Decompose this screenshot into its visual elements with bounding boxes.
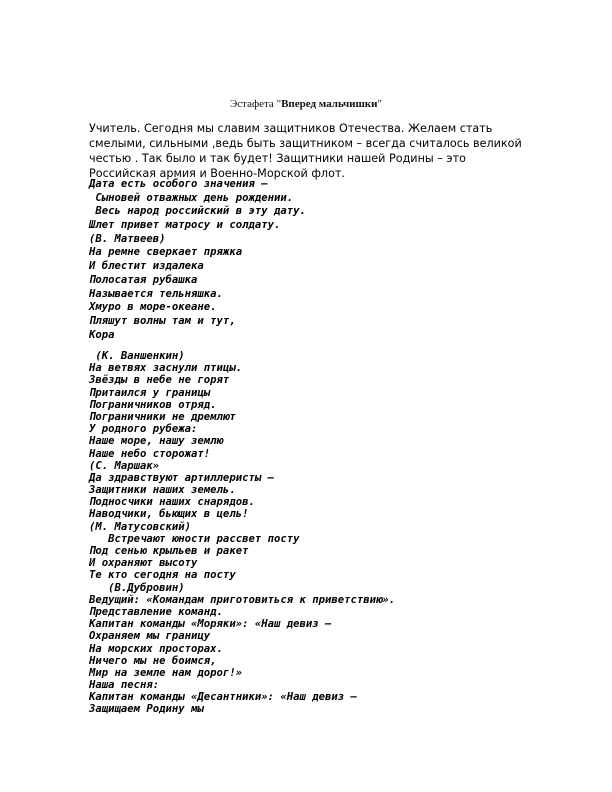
poem-line: Пляшут волны там и тут, <box>89 314 236 327</box>
poem-line: Да здравствуют артиллеристы — <box>89 471 274 484</box>
poem-line: На ветвях заснули птицы. <box>89 362 243 375</box>
poem-line: Ничего мы не боимся, <box>89 654 217 667</box>
poem-line: Те кто сегодня на посту <box>89 569 236 582</box>
poem-line: Охраняем мы границу <box>89 630 211 643</box>
poem-line: Защитники наших земель. <box>89 484 236 497</box>
poem-line: На ремне сверкает пряжка <box>89 246 243 259</box>
poem-line: Дата есть особого значения — <box>89 178 268 190</box>
intro-line: смелыми, сильными ,ведь быть защитником – всегда считалось великой <box>89 137 522 150</box>
poem-line: Представление команд. <box>89 605 223 618</box>
poem-line: Капитан команды «Моряки»: «Наш девиз — <box>89 618 332 631</box>
poem-line: Притаился у границы <box>89 386 211 399</box>
title-bold: Вперед мальчишки <box>281 98 378 110</box>
poem-line: И охраняют высоту <box>89 557 198 570</box>
poem-line: Наша песня: <box>89 679 160 692</box>
poem-line: (М. Матусовский) <box>89 520 192 533</box>
poem-line: (В.Дубровин) <box>89 581 185 594</box>
poem-line: Встречают юности рассвет посту <box>89 532 300 545</box>
poem-line: (К. Ваншенкин) <box>89 350 185 362</box>
poem-block-2 <box>89 350 529 716</box>
poem-line: Наше небо сторожат! <box>89 447 211 460</box>
intro-paragraph <box>89 121 529 181</box>
poem-line: Звёзды в небе не горят <box>89 374 230 387</box>
poem-line: (В. Матвеев) <box>89 232 166 245</box>
poem-line: Мир на земле нам дорог!» <box>89 666 243 679</box>
poem-line: Полосатая рубашка <box>89 273 198 286</box>
page-title <box>0 98 612 110</box>
intro-line: Российская армия и Военно-Морской флот. <box>89 167 345 180</box>
poem-line: Подносчики наших снарядов. <box>89 496 255 509</box>
poem-line: Шлет привет матросу и солдату. <box>89 219 281 232</box>
title-prefix: Эстафета " <box>230 98 282 110</box>
poem-line: У родного рубежа: <box>89 423 198 436</box>
intro-line: Учитель. Сегодня мы славим защитников Отечества. Желаем стать <box>89 122 493 135</box>
poem-line: Под сенью крыльев и ракет <box>89 545 249 557</box>
poem-line: Хмуро в море-океане. <box>89 301 217 314</box>
poem-line: Наше море, нашу землю <box>89 435 223 448</box>
poem-line: Называется тельняшка. <box>89 287 223 300</box>
poem-line: Весь народ российский в эту дату. <box>89 205 306 218</box>
intro-line: честью . Так было и так будет! Защитники нашей Родины – это <box>89 152 466 165</box>
poem-line: Ведущий: «Командам приготовиться к приветствию». <box>89 593 396 606</box>
poem-line: Защищаем Родину мы <box>89 703 204 716</box>
poem-line: Сыновей отважных день рождении. <box>89 191 294 204</box>
poem-block-1 <box>89 178 529 342</box>
poem-line: (С. Маршак» <box>89 459 160 472</box>
poem-line: И блестит издалека <box>89 260 204 273</box>
poem-line: Капитан команды «Десантники»: «Наш девиз – <box>89 691 357 704</box>
title-suffix: " <box>377 98 382 110</box>
poem-line: Пограничников отряд. <box>89 398 217 411</box>
poem-line: На морских просторах. <box>89 642 223 655</box>
poem-line: Кора <box>89 328 115 341</box>
poem-line: Пограничники не дремлют <box>89 410 236 423</box>
poem-line: Наводчики, бьющих в цель! <box>89 508 249 521</box>
